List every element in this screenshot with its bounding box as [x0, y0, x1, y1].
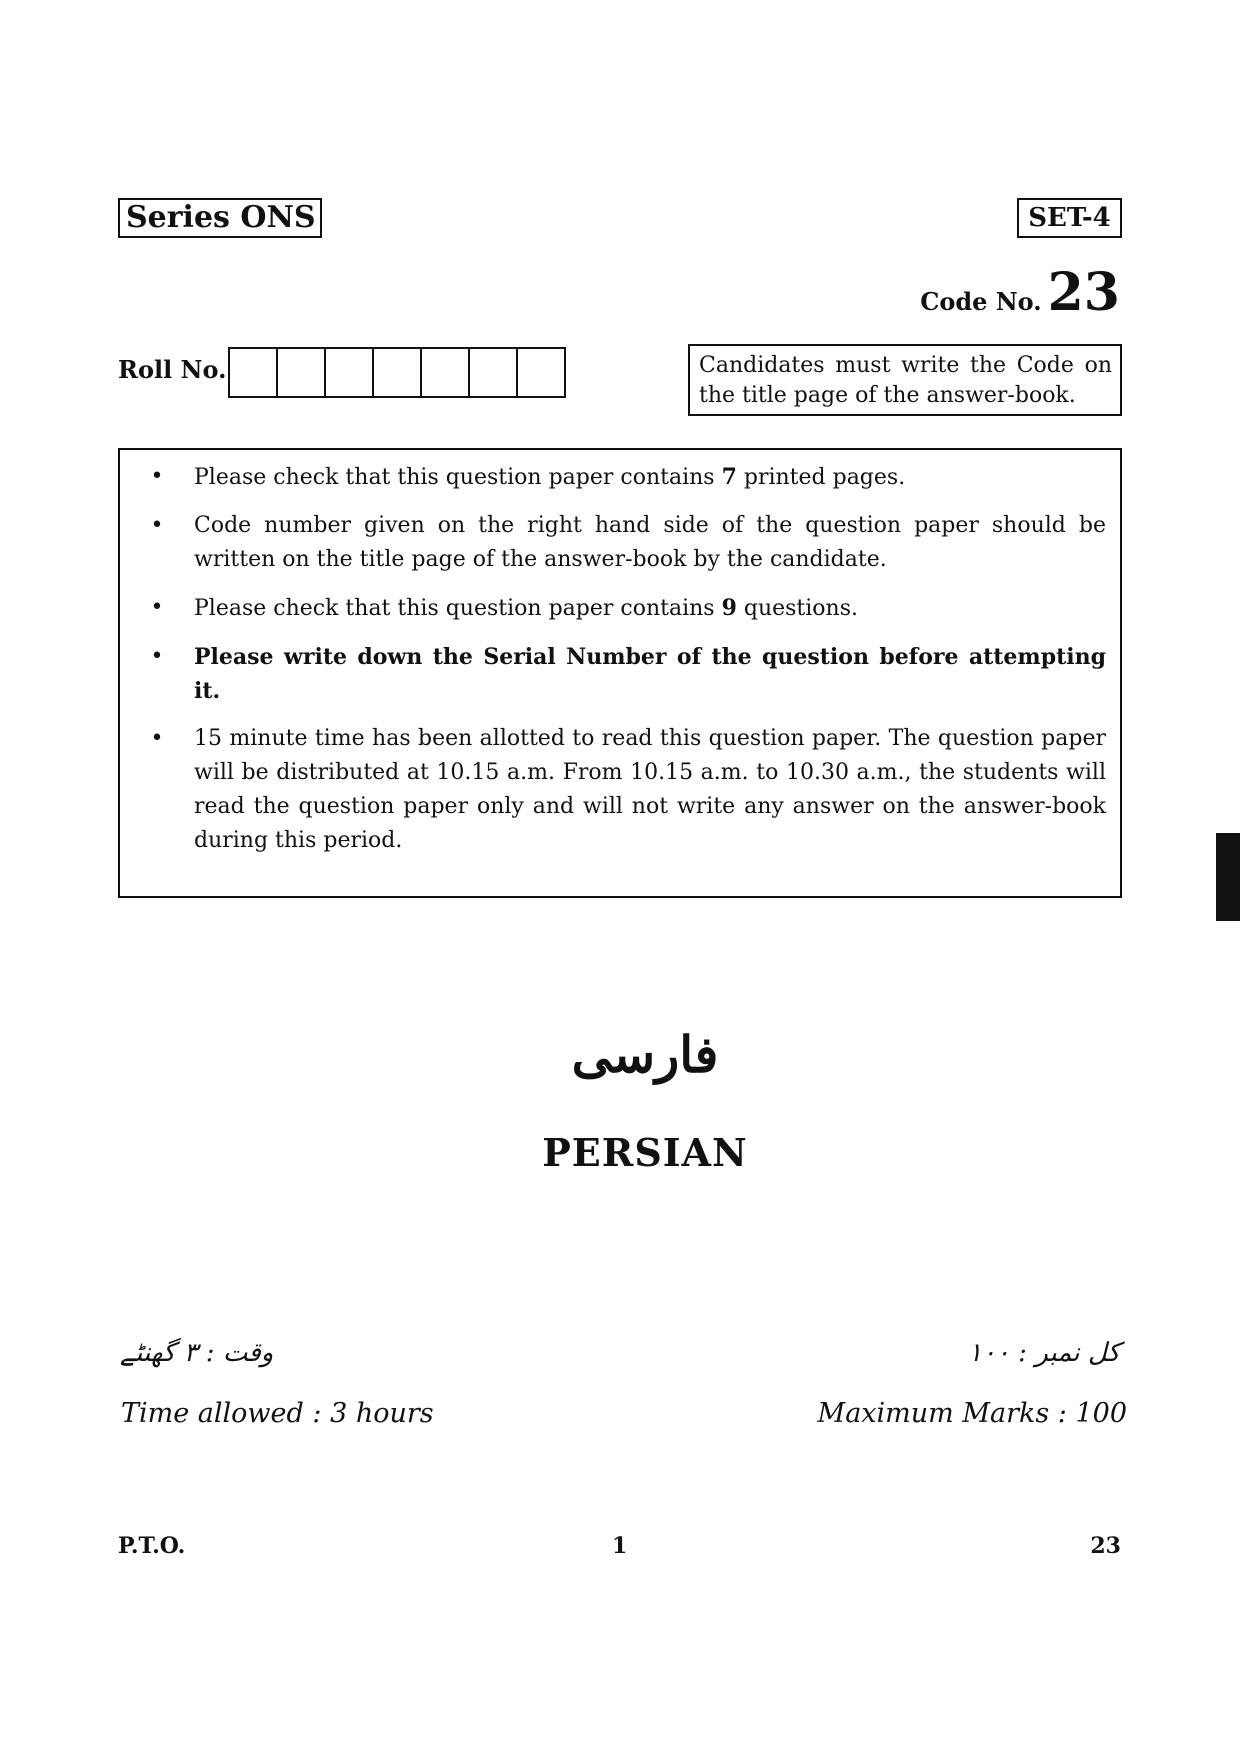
instruction-text-part: questions.: [736, 596, 859, 621]
instruction-text-part: printed pages.: [736, 465, 906, 490]
instruction-text: Please write down the Serial Number of the question before attempting it.: [194, 644, 1106, 704]
instruction-text: [194, 460, 905, 495]
instruction-text: Code number given on the right hand side of the question paper should be written on the title page of the answer-book by the candidate.: [194, 513, 1106, 572]
bullet-icon: •: [150, 726, 164, 751]
candidate-note: Candidates must write the Code on the title page of the answer-book.: [688, 344, 1122, 416]
instruction-text: 15 minute time has been allotted to read this question paper. The question paper will be distributed at 10.15 a.m. From 10.15 a.m. to 10.30 a.m., the students will read the question paper only and will not write any answer on the answer-book during this period.: [194, 726, 1106, 853]
time-allowed-urdu: وقت : ۳ گھنٹے: [120, 1338, 274, 1368]
roll-number-boxes: [230, 347, 566, 398]
roll-number-box: [372, 347, 422, 398]
instructions-box: [118, 448, 1122, 898]
bullet-icon: •: [150, 644, 164, 669]
instruction-item: [120, 460, 1106, 495]
roll-number-label: Roll No.: [118, 355, 227, 384]
instruction-item: [120, 509, 1106, 577]
time-allowed: Time allowed : 3 hours: [121, 1398, 434, 1429]
roll-number-box: [276, 347, 326, 398]
roll-number-box: [228, 347, 278, 398]
maximum-marks-urdu: کل نمبر : ۱۰۰: [968, 1338, 1120, 1368]
page-number: 1: [612, 1533, 628, 1559]
roll-number-box: [324, 347, 374, 398]
roll-number-box: [468, 347, 518, 398]
instruction-item: [120, 640, 1106, 708]
instruction-text: [194, 591, 858, 626]
maximum-marks: Maximum Marks : 100: [817, 1398, 1127, 1429]
subject-title-english: PERSIAN: [542, 1130, 748, 1175]
bullet-icon: •: [150, 464, 164, 489]
side-marker: [1216, 833, 1240, 921]
code-number: [920, 262, 1120, 323]
code-label: Code No.: [920, 287, 1042, 316]
instruction-number: 7: [721, 464, 737, 490]
roll-number-box: [420, 347, 470, 398]
code-value: 23: [1047, 262, 1120, 323]
footer-pto: P.T.O.: [118, 1533, 186, 1559]
roll-number-box: [516, 347, 566, 398]
instruction-item: [120, 591, 1106, 626]
instruction-text-part: Please check that this question paper contains: [194, 596, 722, 621]
instruction-text-part: Please check that this question paper contains: [194, 465, 722, 490]
bullet-icon: •: [150, 595, 164, 620]
subject-title-urdu: فارسی: [571, 1025, 719, 1084]
instruction-item: [120, 722, 1106, 858]
series-label: Series ONS: [118, 198, 322, 238]
instruction-number: 9: [721, 595, 737, 621]
set-label: SET-4: [1017, 198, 1122, 238]
bullet-icon: •: [150, 513, 164, 538]
footer-code: 23: [1090, 1533, 1121, 1559]
